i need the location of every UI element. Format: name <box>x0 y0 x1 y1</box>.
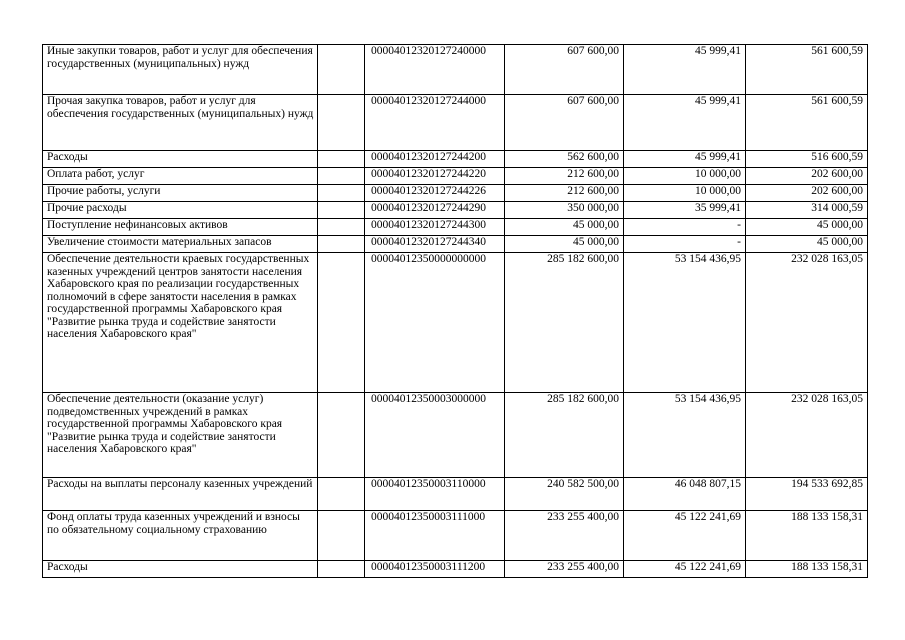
row-blank-cell <box>318 219 365 236</box>
row-blank-cell <box>318 236 365 253</box>
row-approved-cell: 233 255 400,00 <box>505 561 624 578</box>
table-row <box>43 151 868 168</box>
row-executed-cell: 35 999,41 <box>624 202 746 219</box>
row-blank-cell <box>318 393 365 478</box>
row-executed-cell: 45 122 241,69 <box>624 511 746 561</box>
row-blank-cell <box>318 478 365 511</box>
row-unexecuted-cell: 188 133 158,31 <box>746 561 868 578</box>
row-executed-cell: 45 999,41 <box>624 151 746 168</box>
row-code-cell: 00004012350003000000 <box>365 393 505 478</box>
row-code-cell: 00004012350003110000 <box>365 478 505 511</box>
row-name-cell: Оплата работ, услуг <box>43 168 318 185</box>
table-row <box>43 45 868 95</box>
row-unexecuted-cell: 232 028 163,05 <box>746 393 868 478</box>
row-unexecuted-cell: 188 133 158,31 <box>746 511 868 561</box>
row-unexecuted-cell: 202 600,00 <box>746 168 868 185</box>
row-blank-cell <box>318 253 365 393</box>
table-row <box>43 219 868 236</box>
row-executed-cell: 10 000,00 <box>624 168 746 185</box>
row-name-cell: Расходы <box>43 561 318 578</box>
row-blank-cell <box>318 45 365 95</box>
row-unexecuted-cell: 232 028 163,05 <box>746 253 868 393</box>
row-approved-cell: 285 182 600,00 <box>505 393 624 478</box>
table-row <box>43 185 868 202</box>
row-code-cell: 00004012350003111200 <box>365 561 505 578</box>
row-unexecuted-cell: 202 600,00 <box>746 185 868 202</box>
row-code-cell: 00004012320127244200 <box>365 151 505 168</box>
row-name-cell: Прочая закупка товаров, работ и услуг для обеспечения государственных (муниципальных) нужд <box>43 95 318 151</box>
row-executed-cell: 46 048 807,15 <box>624 478 746 511</box>
table-row <box>43 478 868 511</box>
row-code-cell: 00004012320127244340 <box>365 236 505 253</box>
row-blank-cell <box>318 168 365 185</box>
row-approved-cell: 607 600,00 <box>505 45 624 95</box>
row-executed-cell: 53 154 436,95 <box>624 393 746 478</box>
row-blank-cell <box>318 561 365 578</box>
row-approved-cell: 212 600,00 <box>505 168 624 185</box>
row-executed-cell: - <box>624 219 746 236</box>
row-name-cell: Обеспечение деятельности краевых государственных казенных учреждений центров занятости населения Хабаровского края по реализации государственных полномочий в сфере занятости населения в рамках государственной программы Хабаровского края "Развитие рынка труда и содействие занятости населения Хабаровского края" <box>43 253 318 393</box>
table-row <box>43 393 868 478</box>
row-code-cell: 00004012320127244000 <box>365 95 505 151</box>
table-body <box>43 45 868 578</box>
table-row <box>43 168 868 185</box>
row-unexecuted-cell: 314 000,59 <box>746 202 868 219</box>
row-code-cell: 00004012350000000000 <box>365 253 505 393</box>
budget-execution-table <box>42 44 868 578</box>
row-code-cell: 00004012350003111000 <box>365 511 505 561</box>
row-name-cell: Поступление нефинансовых активов <box>43 219 318 236</box>
table-row <box>43 202 868 219</box>
row-blank-cell <box>318 151 365 168</box>
row-blank-cell <box>318 185 365 202</box>
row-approved-cell: 45 000,00 <box>505 236 624 253</box>
row-code-cell: 00004012320127244300 <box>365 219 505 236</box>
row-executed-cell: - <box>624 236 746 253</box>
table-row <box>43 561 868 578</box>
row-executed-cell: 45 999,41 <box>624 45 746 95</box>
row-code-cell: 00004012320127240000 <box>365 45 505 95</box>
row-blank-cell <box>318 202 365 219</box>
row-name-cell: Расходы на выплаты персоналу казенных учреждений <box>43 478 318 511</box>
row-unexecuted-cell: 194 533 692,85 <box>746 478 868 511</box>
row-code-cell: 00004012320127244290 <box>365 202 505 219</box>
row-approved-cell: 212 600,00 <box>505 185 624 202</box>
row-unexecuted-cell: 561 600,59 <box>746 45 868 95</box>
row-unexecuted-cell: 516 600,59 <box>746 151 868 168</box>
table-row <box>43 253 868 393</box>
row-approved-cell: 233 255 400,00 <box>505 511 624 561</box>
table-row <box>43 511 868 561</box>
table-row <box>43 236 868 253</box>
row-executed-cell: 10 000,00 <box>624 185 746 202</box>
row-approved-cell: 45 000,00 <box>505 219 624 236</box>
row-name-cell: Прочие работы, услуги <box>43 185 318 202</box>
row-approved-cell: 350 000,00 <box>505 202 624 219</box>
row-executed-cell: 45 999,41 <box>624 95 746 151</box>
report-page <box>42 44 868 578</box>
row-unexecuted-cell: 45 000,00 <box>746 236 868 253</box>
row-name-cell: Прочие расходы <box>43 202 318 219</box>
table-row <box>43 95 868 151</box>
row-unexecuted-cell: 45 000,00 <box>746 219 868 236</box>
row-approved-cell: 607 600,00 <box>505 95 624 151</box>
row-code-cell: 00004012320127244220 <box>365 168 505 185</box>
row-code-cell: 00004012320127244226 <box>365 185 505 202</box>
row-approved-cell: 240 582 500,00 <box>505 478 624 511</box>
row-executed-cell: 45 122 241,69 <box>624 561 746 578</box>
row-name-cell: Увеличение стоимости материальных запасов <box>43 236 318 253</box>
row-approved-cell: 562 600,00 <box>505 151 624 168</box>
row-name-cell: Иные закупки товаров, работ и услуг для обеспечения государственных (муниципальных) нужд <box>43 45 318 95</box>
row-name-cell: Расходы <box>43 151 318 168</box>
row-executed-cell: 53 154 436,95 <box>624 253 746 393</box>
row-blank-cell <box>318 511 365 561</box>
row-unexecuted-cell: 561 600,59 <box>746 95 868 151</box>
row-blank-cell <box>318 95 365 151</box>
row-name-cell: Обеспечение деятельности (оказание услуг) подведомственных учреждений в рамках государственной программы Хабаровского края "Развитие рынка труда и содействие занятости населения Хабаровского края" <box>43 393 318 478</box>
row-name-cell: Фонд оплаты труда казенных учреждений и взносы по обязательному социальному страхованию <box>43 511 318 561</box>
row-approved-cell: 285 182 600,00 <box>505 253 624 393</box>
